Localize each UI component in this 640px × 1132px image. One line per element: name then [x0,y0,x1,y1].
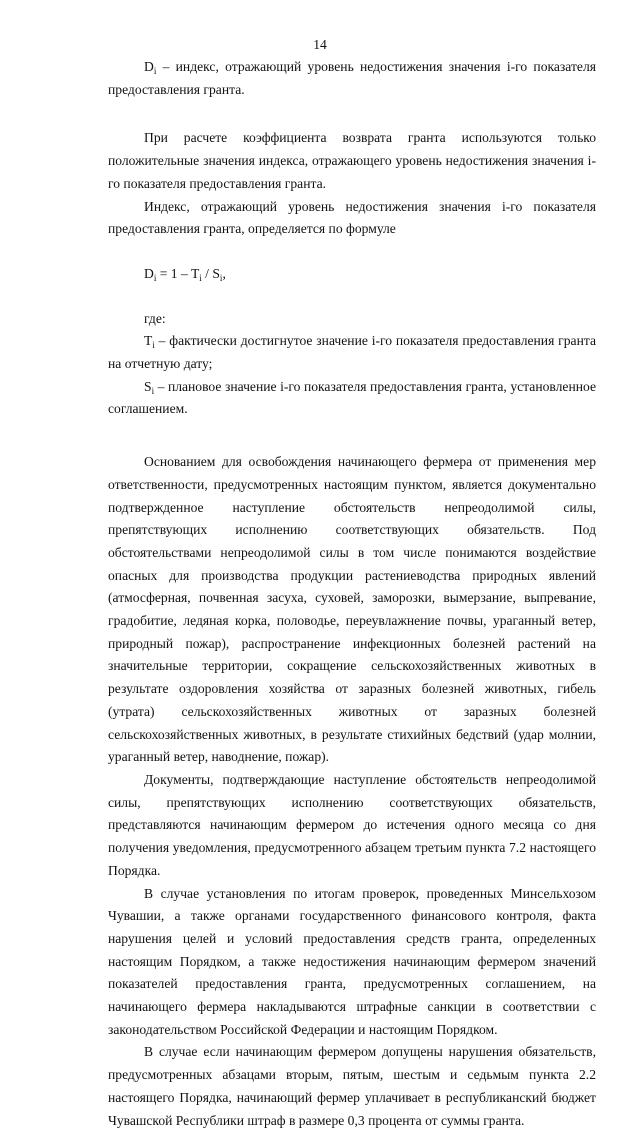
paragraph-s-definition [108,376,596,421]
formula-d: D [144,265,154,281]
subscript-t-i: i [152,340,155,351]
paragraph-fine: В случае если начинающим фермером допущены нарушения обязательств, предусмотренных абзацами вторым, пятым, шестым и седьмым пункта 2.2 настоящего Порядка, начинающий фермер уплачивает в республиканский бюджет Чувашской Республики штраф в размере 0,3 процента от суммы гранта. [108,1044,596,1128]
s-definition-text: – плановое значение i-го показателя предоставления гранта, установленное соглашением. [108,378,596,417]
symbol-s: S [144,378,152,394]
t-definition-text: – фактически достигнутое значение i-го показателя предоставления гранта на отчетную дату; [108,333,596,372]
paragraph-sanctions: В случае установления по итогам проверок, проведенных Минсельхозом Чувашии, а также органами государственного финансового контроля, факта нарушения целей и условий предоставления средств гранта, определенных настоящим Порядком, а также недостижения начинающим фермером значений показателей предоставления гранта, предусмотренных соглашением, на начинающего фермера накладываются штрафные санкции в соответствии с законодательством Российской Федерации и настоящим Порядком. [108,885,596,1037]
paragraph-d-definition [108,56,596,101]
subscript-i: i [153,66,157,76]
formula-slash: / [201,265,213,281]
paragraph-where: где: [144,310,166,326]
d-definition-text: – индекс, отражающий уровень недостижения значения i-го показателя предоставления гранта. [108,59,596,97]
formula-end: , [222,265,226,281]
formula-t-sub: i [199,272,202,283]
paragraph-positive-values: При расчете коэффициента возврата гранта используются только положительные значения индекса, отражающего уровень недостижения значения i-го показателя предоставления гранта. [108,130,596,191]
subscript-s-i: i [151,385,155,396]
paragraph-t-definition [108,330,596,375]
symbol-t: T [144,333,153,349]
page-content [108,56,596,1132]
paragraph-documents: Документы, подтверждающие наступление обстоятельств непреодолимой силы, препятствующих исполнению соответствующих обязательств, представляются начинающим фермером до истечения одного месяца со дня получения уведомления, предусмотренного абзацем третьим пункта 7.2 настоящего Порядка. [108,771,596,878]
formula [108,263,596,286]
formula-d-sub: i [153,272,157,283]
paragraph-force-majeure: Основанием для освобождения начинающего фермера от применения мер ответственности, предусмотренных настоящим пунктом, является документально подтвержденное наступление обстоятельств непреодолимой силы, препятствующих исполнению соответствующих обязательств. Под обстоятельствами непреодолимой силы в том числе понимаются воздействие опасных для производства продукции растениеводства природных явлений (атмосферная, почвенная засуха, суховей, заморозки, вымерзание, выпревание, градобитие, ледяная корка, половодье, переувлажнение почвы, ураганный ветер, природный пожар), распространение инфекционных болезней растений на значительные территории, сокращение сельскохозяйственных животных в результате оздоровления хозяйства от заразных болезней животных, гибель (утрата) сельскохозяйственных животных от заразных болезней сельскохозяйственных животных, в результате стихийных бедствий (удар молнии, ураганный ветер, наводнение, пожар). [108,454,596,765]
paragraph-index-formula-intro: Индекс, отражающий уровень недостижения значения i-го показателя предоставления гранта, определяется по формуле [108,198,596,237]
formula-equals: = 1 – [156,265,191,281]
formula-t: T [190,265,200,281]
page-number: 14 [313,37,327,52]
formula-s-sub: i [219,272,223,283]
formula-s: S [212,265,220,281]
symbol-d: D [144,59,154,74]
